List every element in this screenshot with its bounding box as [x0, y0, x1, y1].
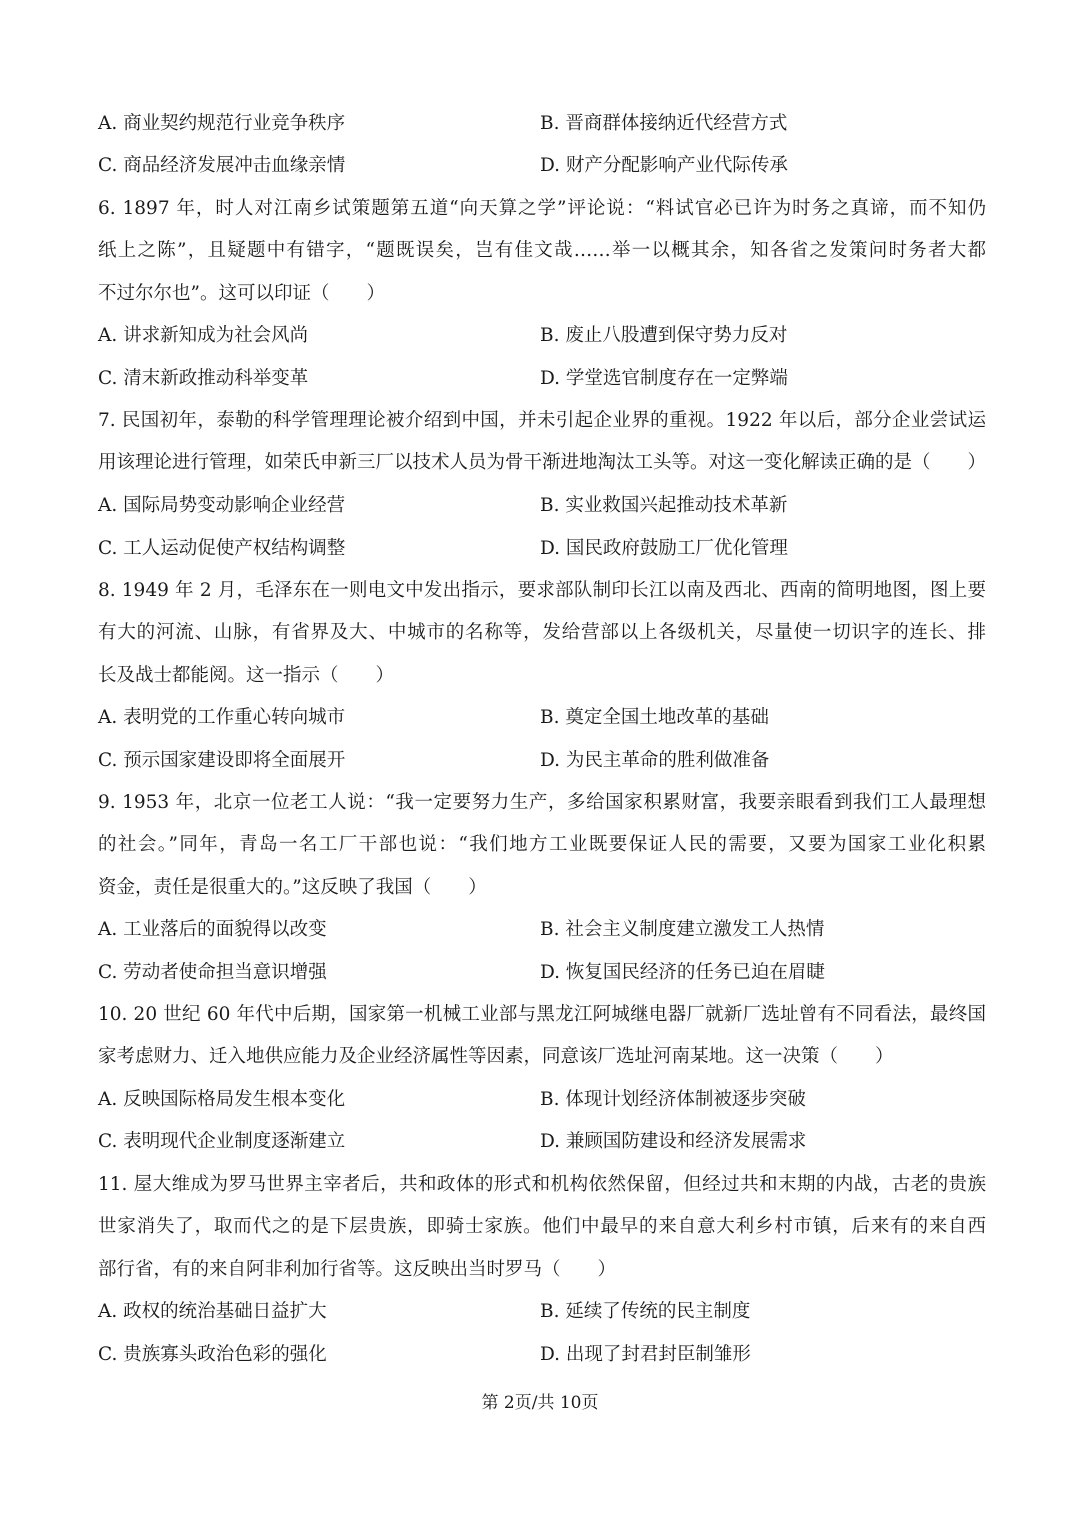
q10-option-b: B. 体现计划经济体制被逐步突破 — [540, 1089, 806, 1110]
q7-stem-line-2: 用该理论进行管理，如荣氏申新三厂以技术人员为骨干渐进地淘汰工头等。对这一变化解读正确的是（ ） — [98, 452, 987, 473]
q11-stem-line-1: 11. 屋大维成为罗马世界主宰者后，共和政体的形式和机构依然保留，但经过共和末期的内战，古老的贵族 — [98, 1174, 986, 1195]
q11-option-d: D. 出现了封君封臣制雏形 — [540, 1344, 751, 1365]
q8-option-d: D. 为民主革命的胜利做准备 — [540, 750, 770, 771]
q7-option-d: D. 国民政府鼓励工厂优化管理 — [540, 538, 788, 559]
q7-stem-line-1: 7. 民国初年，泰勒的科学管理理论被介绍到中国，并未引起企业界的重视。1922 年以后，部分企业尝试运 — [98, 410, 986, 431]
q6-option-d: D. 学堂选官制度存在一定弊端 — [540, 368, 788, 389]
q11-option-c: C. 贵族寡头政治色彩的强化 — [98, 1344, 327, 1365]
q10-stem-line-1: 10. 20 世纪 60 年代中后期，国家第一机械工业部与黑龙江阿城继电器厂就新厂选址曾有不同看法，最终国 — [98, 1004, 986, 1025]
q9-stem-line-1: 9. 1953 年，北京一位老工人说：“我一定要努力生产，多给国家积累财富，我要亲眼看到我们工人最理想 — [98, 792, 986, 813]
q9-stem-line-2: 的社会。”同年，青岛一名工厂干部也说：“我们地方工业既要保证人民的需要，又要为国家工业化积累 — [98, 834, 986, 855]
q10-option-c: C. 表明现代企业制度逐渐建立 — [98, 1131, 346, 1152]
q11-stem-line-3: 部行省，有的来自阿非利加行省等。这反映出当时罗马（ ） — [98, 1259, 617, 1280]
q5-option-d: D. 财产分配影响产业代际传承 — [540, 155, 788, 176]
q6-stem-line-2: 纸上之陈”，且疑题中有错字，“题既误矣，岂有佳文哉……举一以概其余，知各省之发策问时务者大都 — [98, 240, 986, 261]
q11-stem-line-2: 世家消失了，取而代之的是下层贵族，即骑士家族。他们中最早的来自意大利乡村市镇，后来有的来自西 — [98, 1216, 986, 1237]
q7-option-b: B. 实业救国兴起推动技术革新 — [540, 495, 788, 516]
q7-option-a: A. 国际局势变动影响企业经营 — [98, 495, 346, 516]
q6-stem-line-3: 不过尔尔也”。这可以印证（ ） — [98, 283, 385, 304]
q8-stem-line-3: 长及战士都能阅。这一指示（ ） — [98, 665, 395, 686]
q10-option-a: A. 反映国际格局发生根本变化 — [98, 1089, 346, 1110]
q8-stem-line-1: 8. 1949 年 2 月，毛泽东在一则电文中发出指示，要求部队制印长江以南及西北、西南的简明地图，图上要 — [98, 580, 986, 601]
q6-stem-line-1: 6. 1897 年，时人对江南乡试策题第五道“向天算之学”评论说：“料试官必已许为时务之真谛，而不知仍 — [98, 198, 986, 219]
q9-option-b: B. 社会主义制度建立激发工人热情 — [540, 919, 825, 940]
q6-option-c: C. 清末新政推动科举变革 — [98, 368, 309, 389]
q5-option-a: A. 商业契约规范行业竞争秩序 — [98, 113, 346, 134]
q11-option-a: A. 政权的统治基础日益扩大 — [98, 1301, 327, 1322]
q8-stem-line-2: 有大的河流、山脉，有省界及大、中城市的名称等，发给营部以上各级机关，尽量使一切识字的连长、排 — [98, 622, 986, 643]
q6-option-b: B. 废止八股遭到保守势力反对 — [540, 325, 788, 346]
q8-option-c: C. 预示国家建设即将全面展开 — [98, 750, 346, 771]
q11-option-b: B. 延续了传统的民主制度 — [540, 1301, 751, 1322]
q8-option-a: A. 表明党的工作重心转向城市 — [98, 707, 346, 728]
page-number-footer: 第 2页/共 10页 — [481, 1393, 599, 1413]
q10-stem-line-2: 家考虑财力、迁入地供应能力及企业经济属性等因素，同意该厂选址河南某地。这一决策（ ） — [98, 1046, 894, 1067]
q5-option-c: C. 商品经济发展冲击血缘亲情 — [98, 155, 346, 176]
q8-option-b: B. 奠定全国土地改革的基础 — [540, 707, 769, 728]
q10-option-d: D. 兼顾国防建设和经济发展需求 — [540, 1131, 807, 1152]
q7-option-c: C. 工人运动促使产权结构调整 — [98, 538, 346, 559]
q9-option-d: D. 恢复国民经济的任务已迫在眉睫 — [540, 962, 825, 983]
q6-option-a: A. 讲求新知成为社会风尚 — [98, 325, 309, 346]
q5-option-b: B. 晋商群体接纳近代经营方式 — [540, 113, 788, 134]
q9-stem-line-3: 资金，责任是很重大的。”这反映了我国（ ） — [98, 877, 487, 898]
q9-option-a: A. 工业落后的面貌得以改变 — [98, 919, 327, 940]
q9-option-c: C. 劳动者使命担当意识增强 — [98, 962, 327, 983]
